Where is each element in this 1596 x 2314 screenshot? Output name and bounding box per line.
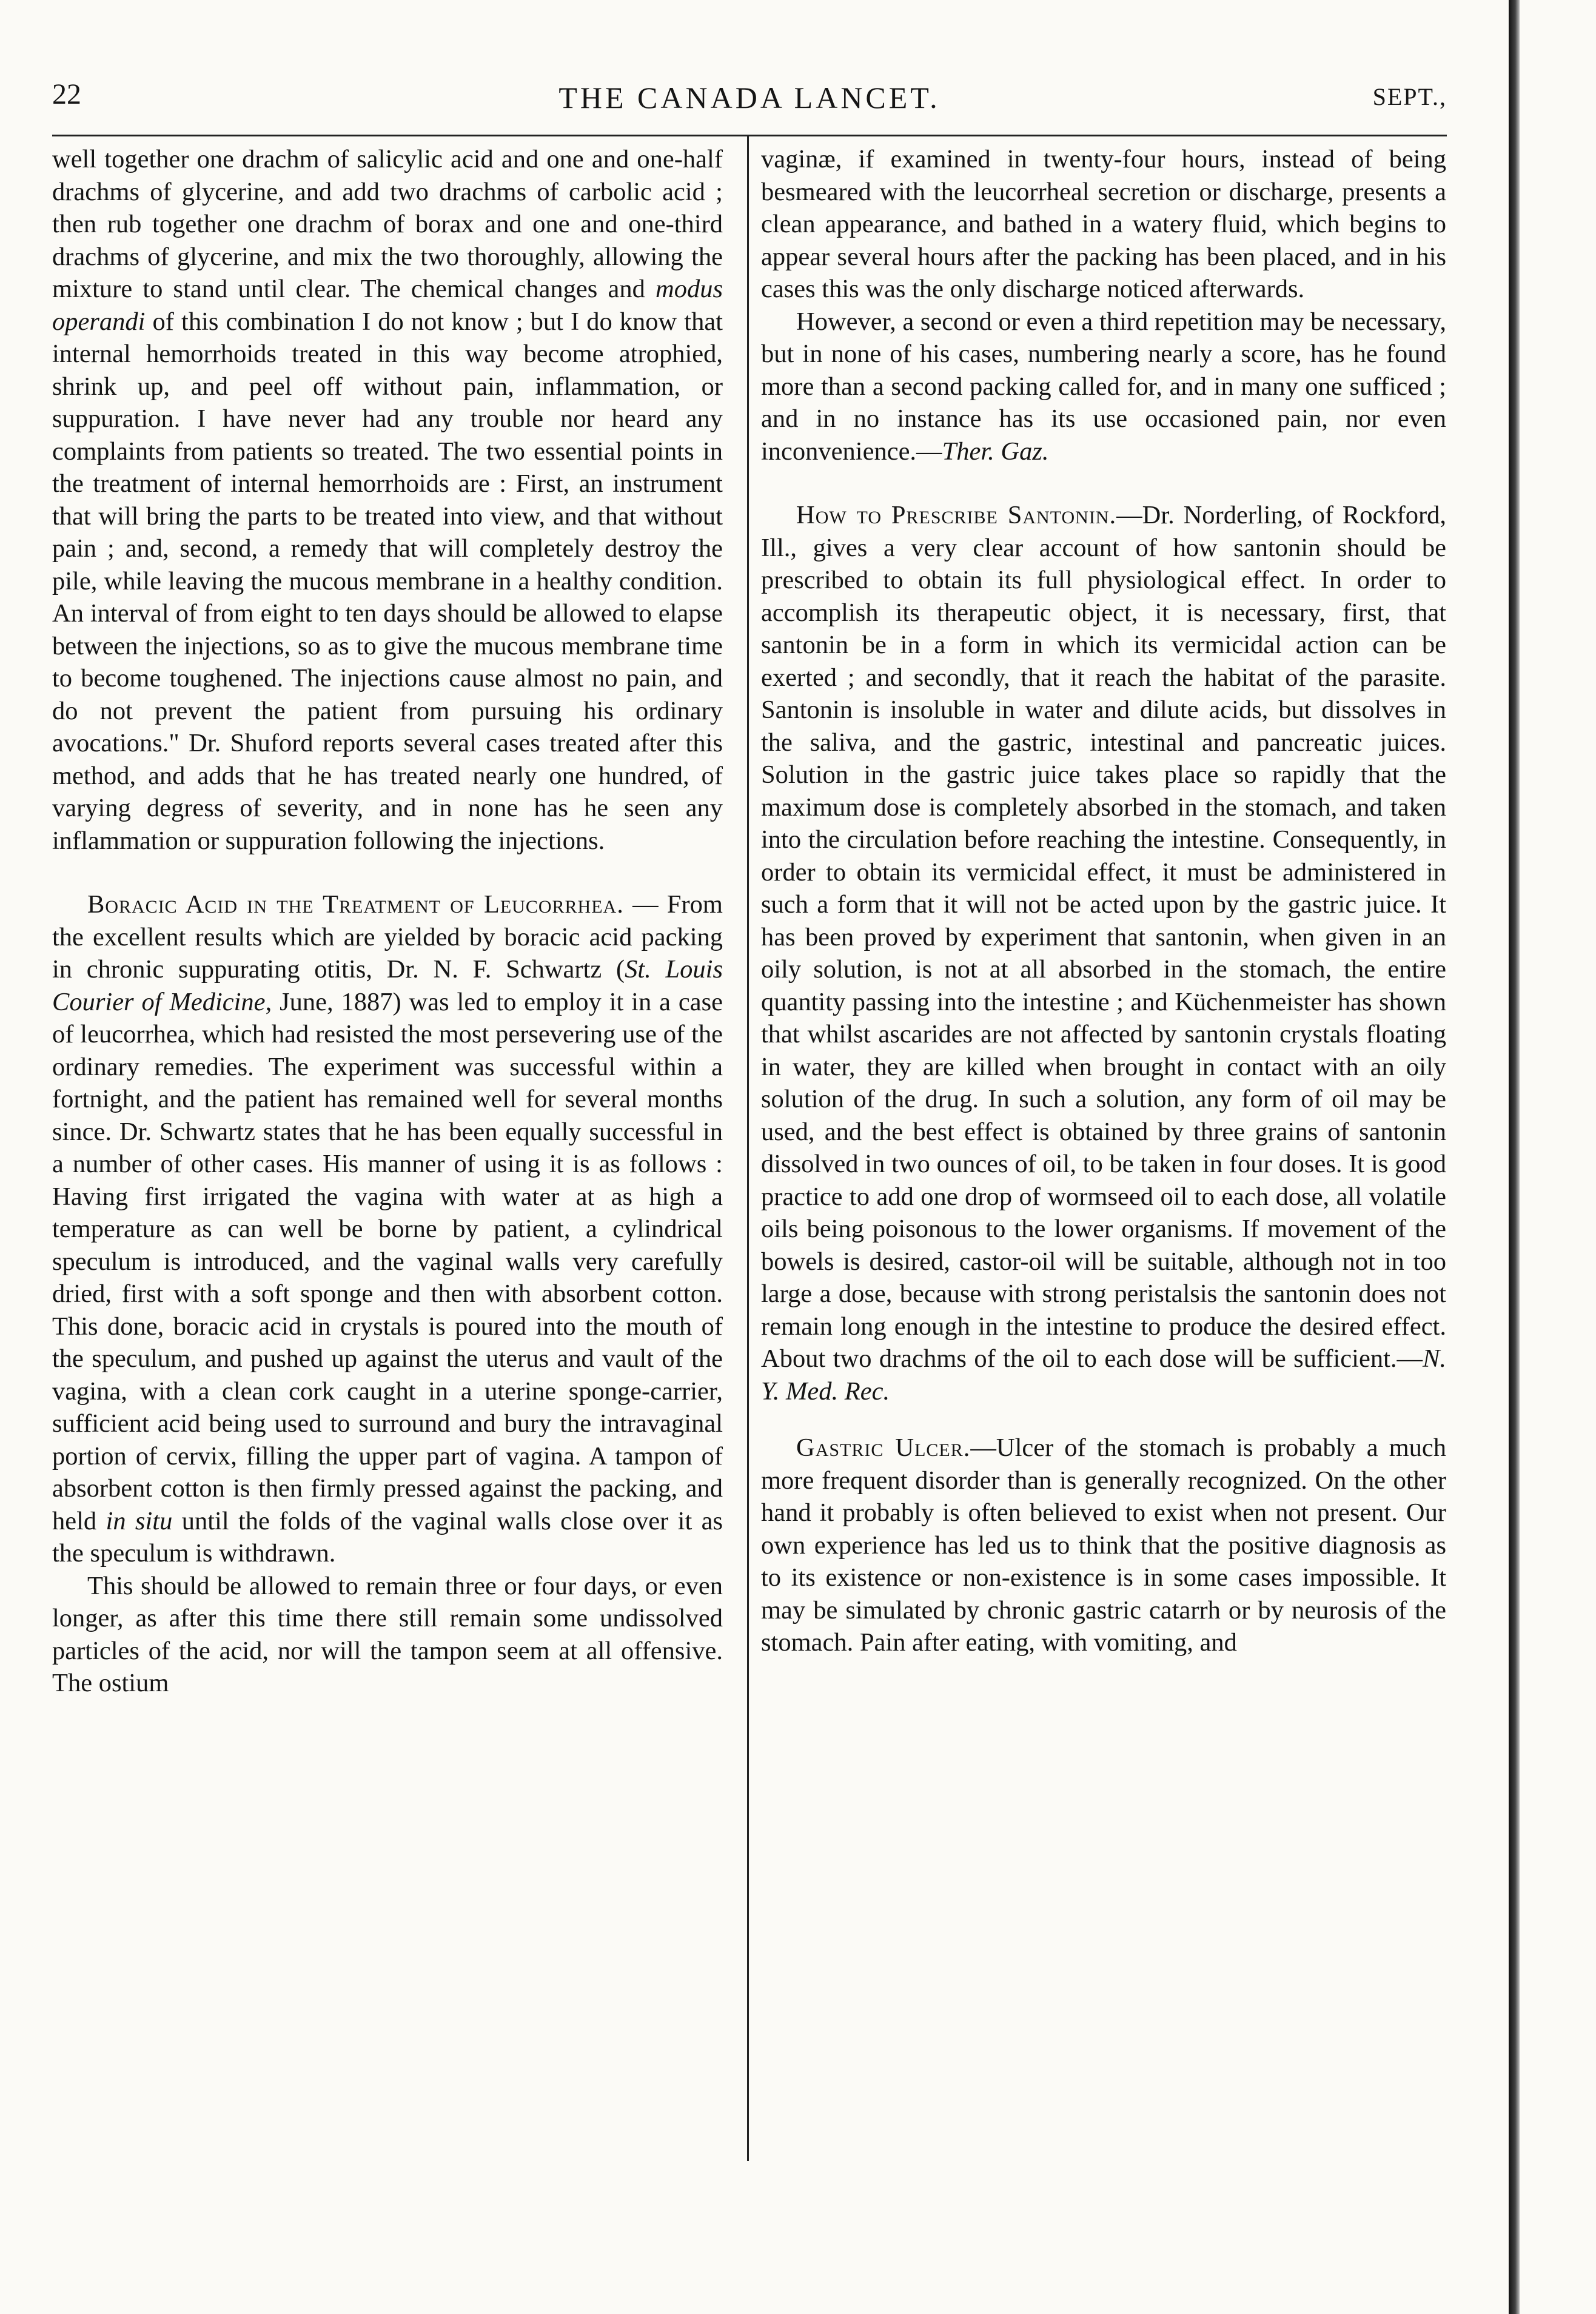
page-number: 22 (52, 78, 81, 110)
boracic-closing-paragraph: However, a second or even a third repetition may be necessary, but in none of his cases, numbering nearly a score, has he found more than a second packing called for, and in many one sufficed ; and in no instance has its use occasioned pain, nor even inconvenience.—Ther. Gaz. (761, 307, 1446, 466)
page-header (52, 78, 1447, 132)
source-citation: N. Y. Med. Rec. (761, 1344, 1446, 1406)
header-rule (52, 135, 1447, 136)
latin-phrase: modus operandi (52, 275, 723, 336)
left-column (52, 143, 723, 1700)
gastric-ulcer-article: Gastric Ulcer.—Ulcer of the stomach is probably a much more frequent disorder than is generally recognized. On the other hand it probably is often believed to exist when not present. Our own experience has led us to think that the positive diagnosis as to its existence or non-existence is in some cases impossible. It may be simulated by chronic gastric catarrh or by neurosis of the stomach. Pain after eating, with vomiting, and (761, 1434, 1446, 1657)
boracic-article-continuation: vaginæ, if examined in twenty-four hours, instead of being besmeared with the leucorrheal secretion or discharge, presents a clean appearance, and bathed in a watery fluid, which begins to appear several hours after the packing has been placed, and in his cases this was the only discharge noticed afterwards. (761, 145, 1446, 303)
page-edge-shadow (1509, 0, 1520, 2314)
santonin-article: How to Prescribe Santonin.—Dr. Norderling, of Rockford, Ill., gives a very clear account of how santonin should be prescribed to obtain its full physiological effect. In order to accomplish its therapeutic object, it is necessary, first, that santonin be in a form in which its vermicidal action can be exerted ; and secondly, that it reach the habitat of the parasite. Santonin is insoluble in water and dilute acids, but dissolves in the saliva, and the gastric, intestinal and pancreatic juices. Solution in the gastric juice takes place so rapidly that the maximum dose is completely absorbed in the stomach, and taken into the circulation before reaching the intestine. Consequently, in order to obtain its vermicidal effect, it must be administered in such a form that it will not be acted upon by the gastric juice. It has been proved by experiment that santonin, when given in an oily solution, is not at all absorbed in the stomach, the entire quantity passing into the intestine ; and Küchenmeister has shown that whilst ascarides are not affected by santonin crystals floating in water, they are killed when brought in contact with an oily solution of the drug. In such a solution, any form of oil may be used, and the best effect is obtained by three grains of santonin dissolved in two ounces of oil, to be taken in four doses. It is good practice to add one drop of wormseed oil to each dose, all volatile oils being poisonous to the lower organisms. If movement of the bowels is desired, castor-oil will be suitable, although not in too large a dose, because with strong peristalsis the santonin does not remain long enough in the intestine to produce the desired effect. About two drachms of the oil to each dose will be sufficient.—N. Y. Med. Rec. (761, 501, 1446, 1406)
hemorrhoid-article-continuation: well together one drachm of salicylic acid and one and one-half drachms of glycerine, and add two drachms of carbolic acid ; then rub together one drachm of borax and one and one-third drachms of glycerine, and mix the two thoroughly, allowing the mixture to stand until clear. The chemical changes and modus operandi of this combination I do not know ; but I do know that internal hemorrhoids treated in this way become atrophied, shrink up, and peel off without pain, inflammation, or suppuration. I have never had any trouble nor heard any complaints from patients so treated. The two essential points in the treatment of internal hemorrhoids are : First, an instrument that will bring the parts to be treated into view, and that without pain ; and, second, a remedy that will completely destroy the pile, while leaving the mucous membrane in a healthy condition. An interval of from eight to ten days should be allowed to elapse between the injections, so as to give the mucous membrane time to become toughened. The injections cause almost no pain, and do not prevent the patient from pursuing his ordinary avocations." Dr. Shuford reports several cases treated after this method, and adds that he has treated nearly one hundred, of varying degress of severity, and in none has he seen any inflammation or suppuration following the injections. (52, 145, 723, 855)
article-heading-boracic: Boracic Acid in the Treatment of Leucorrhea. (87, 890, 624, 919)
source-citation: Ther. Gaz. (942, 437, 1049, 466)
source-citation: St. Louis Courier of Medicine (52, 955, 723, 1016)
journal-title: THE CANADA LANCET. (558, 81, 941, 115)
boracic-article: Boracic Acid in the Treatment of Leucorrhea. — From the excellent results which are yielded by boracic acid packing in chronic suppurating otitis, Dr. N. F. Schwartz (St. Louis Courier of Medicine, June, 1887) was led to employ it in a case of leucorrhea, which had resisted the most persevering use of the ordinary remedies. The experiment was successful within a fortnight, and the patient has remained well for several months since. Dr. Schwartz states that he has been equally successful in a number of other cases. His manner of using it is as follows : Having first irrigated the vagina with water at as high a temperature as can well be borne by patient, a cylindrical speculum is introduced, and the vaginal walls very carefully dried, first with a soft sponge and then with absorbent cotton. This done, boracic acid in crystals is poured into the mouth of the speculum, and pushed up against the uterus and vault of the vagina, with a clean cork caught in a uterine sponge-carrier, sufficient acid being used to surround and bury the intravaginal portion of cervix, filling the upper part of vagina. A tampon of absorbent cotton is then firmly pressed against the packing, and held in situ until the folds of the vaginal walls close over it as the speculum is withdrawn. (52, 890, 723, 1568)
right-column (761, 143, 1446, 1659)
column-divider (747, 136, 749, 2161)
issue-month: SEPT., (1372, 83, 1447, 110)
boracic-paragraph: This should be allowed to remain three or four days, or even longer, as after this time there still remain some undissolved particles of the acid, nor will the tampon seem at all offensive. The ostium (52, 1571, 723, 1697)
article-heading-santonin: How to Prescribe Santonin. (796, 501, 1117, 529)
article-heading-gastric: Gastric Ulcer. (796, 1434, 971, 1462)
latin-phrase: in situ (106, 1506, 173, 1535)
